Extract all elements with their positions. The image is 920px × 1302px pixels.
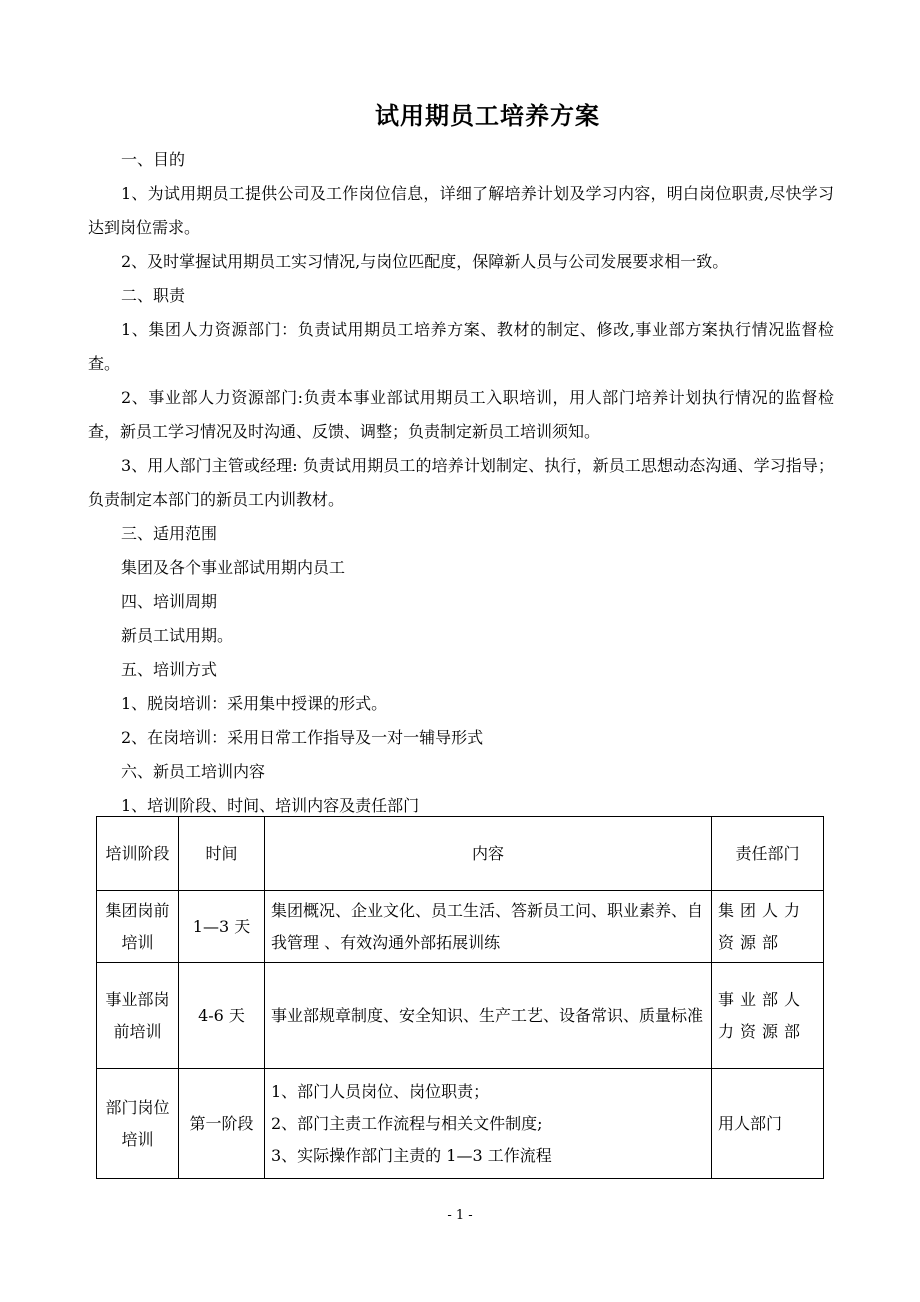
paragraph: 新员工试用期。: [121, 626, 234, 645]
training-table: [96, 816, 824, 1179]
paragraph: 2、及时掌握试用期员工实习情况,与岗位匹配度，保障新人员与公司发展要求相一致。: [121, 252, 729, 271]
table-row: [97, 1069, 824, 1179]
header-cell-time: 时间: [179, 817, 265, 891]
table-row: [97, 963, 824, 1069]
paragraph: 五、培训方式: [121, 660, 218, 679]
page-number: - 1 -: [447, 1208, 473, 1223]
paragraph: 三、适用范围: [121, 524, 218, 543]
header-cell-content: 内容: [265, 817, 712, 891]
paragraph: 二、职责: [121, 286, 186, 305]
dept-cell: 用人部门: [712, 1069, 824, 1179]
paragraph: 1、脱岗培训：采用集中授课的形式。: [121, 694, 388, 713]
dept-cell: 事业部人力资源部: [712, 963, 824, 1069]
dept-cell: 集团人力资源部: [712, 891, 824, 963]
paragraph: 四、培训周期: [121, 592, 218, 611]
table-header-row: [97, 817, 824, 891]
stage-cell: 事业部岗前培训: [97, 963, 179, 1069]
content-cell: 集团概况、企业文化、员工生活、答新员工问、职业素养、自我管理 、有效沟通外部拓展训练: [265, 891, 712, 963]
stage-cell: 部门岗位培训: [97, 1069, 179, 1179]
paragraph: 1、培训阶段、时间、培训内容及责任部门: [121, 796, 420, 815]
paragraph: 1、为试用期员工提供公司及工作岗位信息，详细了解培养计划及学习内容，明白岗位职责,尽快学习达到岗位需求。: [88, 184, 834, 237]
header-cell-stage: 培训阶段: [97, 817, 179, 891]
paragraph: 集团及各个事业部试用期内员工: [121, 558, 346, 577]
content-cell: 事业部规章制度、安全知识、生产工艺、设备常识、质量标准: [265, 963, 712, 1069]
body-text: [88, 143, 834, 823]
paragraph: 2、事业部人力资源部门:负责本事业部试用期员工入职培训，用人部门培养计划执行情况的监督检查，新员工学习情况及时沟通、反馈、调整；负责制定新员工培训须知。: [88, 388, 834, 441]
time-cell: 第一阶段: [179, 1069, 265, 1179]
content-line: 1、部门人员岗位、岗位职责；: [271, 1081, 490, 1101]
content-cell: [265, 1069, 712, 1179]
document-title: 试用期员工培养方案: [375, 101, 600, 130]
stage-cell: 集团岗前培训: [97, 891, 179, 963]
paragraph: 3、用人部门主管或经理: 负责试用期员工的培养计划制定、执行，新员工思想动态沟通、学习指导；负责制定本部门的新员工内训教材。: [88, 456, 834, 509]
paragraph: 六、新员工培训内容: [121, 762, 266, 781]
time-cell: 1—3 天: [179, 891, 265, 963]
header-cell-dept: 责任部门: [712, 817, 824, 891]
time-cell: 4-6 天: [179, 963, 265, 1069]
paragraph: 1、集团人力资源部门：负责试用期员工培养方案、教材的制定、修改,事业部方案执行情况监督检查。: [88, 320, 834, 373]
content-line: 3、实际操作部门主责的 1—3 工作流程: [271, 1145, 552, 1165]
content-line: 2、部门主责工作流程与相关文件制度;: [271, 1113, 543, 1133]
table-row: [97, 891, 824, 963]
paragraph: 2、在岗培训：采用日常工作指导及一对一辅导形式: [121, 728, 484, 747]
paragraph: 一、目的: [121, 150, 186, 169]
